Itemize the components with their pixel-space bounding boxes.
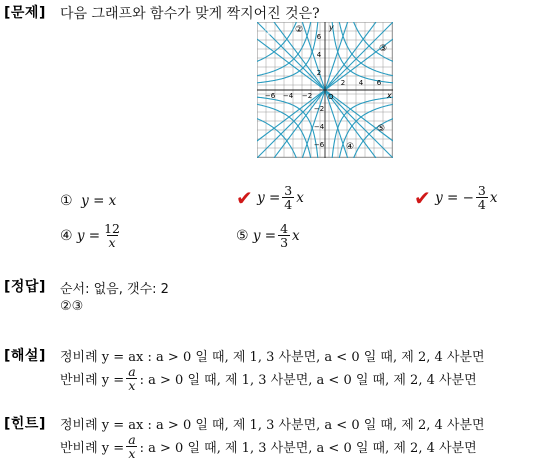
x-tick-label: −2 — [301, 92, 313, 100]
choice-formula-right: x — [292, 227, 300, 244]
question-text: 다음 그래프와 함수가 맞게 짝지어진 것은? — [60, 6, 320, 22]
choice-formula: y = x — [81, 193, 117, 209]
choice-formula-left: y = — [76, 227, 101, 244]
hint-line-2-left: 반비례 y = — [60, 441, 125, 457]
fraction-denominator: x — [128, 378, 136, 394]
choice-4[interactable] — [60, 222, 124, 249]
choice-formula-left: y = — [257, 189, 281, 206]
y-tick-label: −2 — [313, 105, 325, 113]
choice-formula-left: y = − — [435, 189, 474, 206]
origin-label: O — [328, 93, 334, 101]
curve-label-1: ① — [263, 28, 273, 38]
check-mark-icon: ✔ — [414, 185, 431, 210]
choice-formula-right: x — [296, 189, 304, 206]
choice-5[interactable] — [236, 222, 300, 249]
x-tick-label: 6 — [376, 79, 382, 87]
x-tick-label: −6 — [264, 92, 276, 100]
choice-2[interactable] — [236, 184, 304, 211]
fraction-denominator: 4 — [284, 197, 293, 213]
answer-line-1: 순서: 없음, 갯수: 2 — [60, 282, 169, 297]
check-mark-icon: ✔ — [236, 185, 253, 210]
choice-3[interactable] — [414, 184, 497, 211]
curve-label-5: ⑤ — [376, 124, 386, 134]
hint-line-1: 정비례 y = ax : a > 0 일 때, 제 1, 3 사분면, a < 0 일 때, 제 2, 4 사분면 — [60, 418, 485, 433]
x-tick-label: 4 — [358, 79, 364, 87]
x-tick-label: 2 — [340, 79, 346, 87]
explanation-line-2-left: 반비례 y = — [60, 373, 125, 389]
fraction-numerator: 3 — [284, 183, 293, 198]
y-tick-label: 2 — [316, 69, 322, 77]
choice-number: ⑤ — [236, 227, 249, 244]
y-axis-label: y — [329, 23, 334, 32]
hint-fraction — [126, 433, 137, 460]
choice-formula-left: y = — [252, 227, 277, 244]
function-graph — [257, 22, 393, 158]
fraction-numerator: a — [128, 364, 136, 379]
x-tick-label: −4 — [282, 92, 294, 100]
curve-label-2: ② — [294, 25, 304, 35]
answer-line-2: ②③ — [60, 299, 84, 314]
choice-1[interactable] — [60, 193, 116, 209]
choice-fraction — [102, 222, 122, 249]
hint-tag: [힌트] — [4, 416, 46, 432]
answer-tag: [정답] — [4, 279, 46, 295]
explanation-line-2 — [60, 365, 477, 392]
hint-line-2 — [60, 433, 477, 460]
choice-fraction — [278, 222, 290, 249]
curve-label-4: ④ — [345, 142, 355, 152]
choice-number: ④ — [60, 227, 73, 244]
explanation-line-2-right: : a > 0 일 때, 제 1, 3 사분면, a < 0 일 때, 제 2, 4 사분면 — [139, 373, 477, 389]
x-axis-label: x — [387, 91, 392, 100]
fraction-denominator: x — [108, 235, 116, 251]
hint-line-2-right: : a > 0 일 때, 제 1, 3 사분면, a < 0 일 때, 제 2, 4 사분면 — [139, 441, 477, 457]
explanation-tag: [해설] — [4, 348, 46, 364]
choice-fraction — [282, 184, 294, 211]
choice-fraction — [476, 184, 488, 211]
y-tick-label: 6 — [316, 33, 322, 41]
explanation-line-1: 정비례 y = ax : a > 0 일 때, 제 1, 3 사분면, a < 0 일 때, 제 2, 4 사분면 — [60, 350, 485, 365]
curve-label-3: ③ — [378, 44, 388, 54]
choice-formula-right: x — [489, 189, 498, 206]
y-tick-label: −4 — [313, 123, 325, 131]
fraction-numerator: 3 — [477, 183, 486, 198]
y-tick-label: −6 — [313, 141, 325, 149]
fraction-numerator: 12 — [104, 221, 120, 236]
y-tick-label: 4 — [316, 51, 322, 59]
fraction-denominator: 4 — [477, 197, 486, 213]
explanation-fraction — [126, 365, 137, 392]
fraction-denominator: 3 — [280, 235, 289, 251]
fraction-denominator: x — [128, 446, 136, 462]
choice-number: ① — [60, 193, 73, 209]
problem-tag: [문제] — [4, 5, 46, 21]
fraction-numerator: a — [128, 432, 136, 447]
fraction-numerator: 4 — [280, 221, 289, 236]
